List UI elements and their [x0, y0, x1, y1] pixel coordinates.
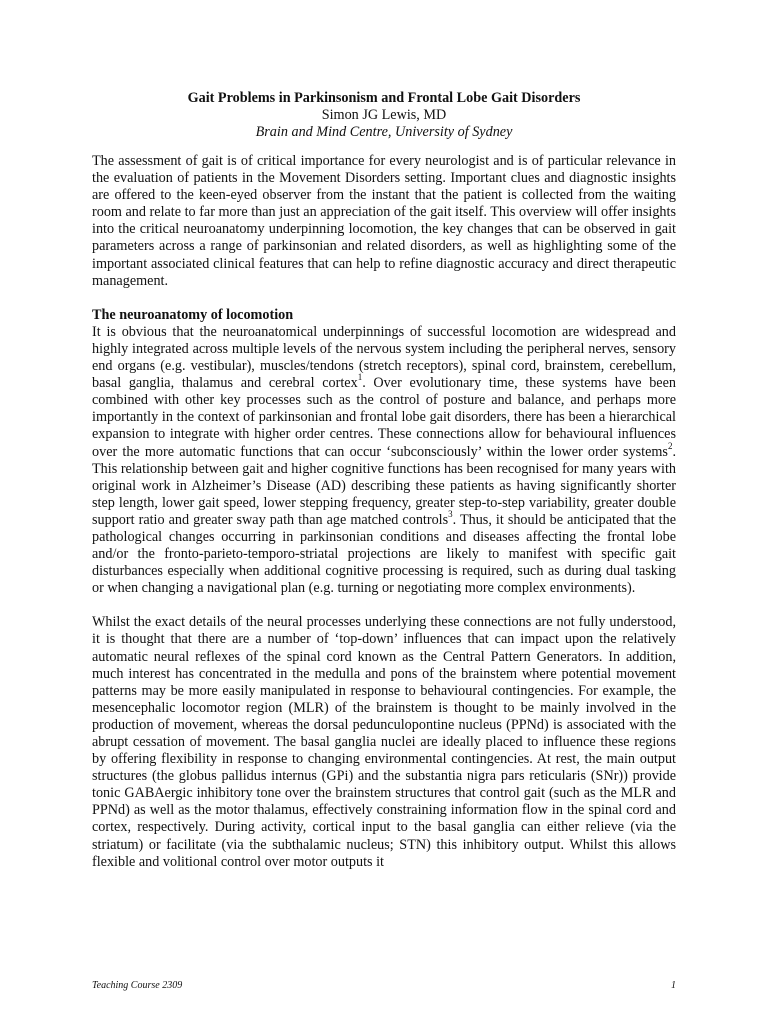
intro-paragraph: The assessment of gait is of critical importance for every neurologist and is of particular relevance in the evaluation of patients in the Movement Disorders setting. Important clues and diagnostic insights are offered to the keen-eyed observer from the instant that the patient is collected from the waiting room and relate to far more than just an appreciation of the gait itself. This overview will offer insights into the critical neuroanatomy underpinning locomotion, the key changes that can be observed in gait parameters across a range of parkinsonian and related disorders, as well as highlighting some of the important associated clinical features that can help to refine diagnostic accuracy and direct therapeutic management. — [92, 153, 676, 289]
author-name: Simon JG Lewis, MD — [321, 107, 447, 123]
document-title: Gait Problems in Parkinsonism and Frontal Lobe Gait Disorders — [187, 90, 581, 106]
paragraph-text: It is obvious that the neuroanatomical underpinnings of successful locomotion are widespread and highly integrated across multiple levels of the nervous system including the peripheral nerves, sensory end organs (e.g. vestibular), muscles/tendons (stretch receptors), spinal cord, brainstem, cerebellum, basal ganglia, thalamus and cerebral cortex — [92, 323, 676, 392]
paragraph-text: . This relationship between gait and higher cognitive functions has been recognised for many years with original work in Alzheimer’s Disease (AD) describing these patients as having significantly shorter step length, lower gait speed, lower stepping frequency, greater step-to-step variability, greater double support ratio and greater sway path than age matched controls — [92, 443, 676, 528]
citation-ref: 1 — [357, 372, 363, 383]
paragraph-text: . Thus, it should be anticipated that the pathological changes occurring in parkinsonian conditions and diseases affecting the frontal lobe and/or the fronto-parieto-temporo-striatal projections are likely to manifest with specific gait disturbances especially when additional cognitive processing is required, such as during dual tasking or when changing a navigational plan (e.g. turning or negotiating more complex environments). — [92, 511, 676, 597]
paragraph-spacer — [92, 597, 676, 614]
author-affiliation: Brain and Mind Centre, University of Sydney — [255, 124, 513, 140]
course-label: Teaching Course 2309 — [92, 980, 183, 991]
document-header — [92, 90, 676, 141]
document-body — [92, 153, 676, 871]
citation-ref: 3 — [448, 509, 453, 520]
citation-ref: 2 — [667, 440, 673, 451]
paragraph-spacer — [92, 290, 676, 307]
section-paragraph-1 — [92, 324, 676, 598]
paragraph-text: . Over evolutionary time, these systems have been combined with other key processes such as the control of posture and balance, and perhaps more importantly in the context of parkinsonian and frontal lobe gait disorders, there has been a hierarchical expansion to integrate with higher order centres. These connections allow for behavioural influences over the more automatic functions that can occur ‘subconsciously’ within the lower order systems — [92, 375, 676, 460]
page-number: 1 — [671, 980, 676, 991]
section-paragraph-2: Whilst the exact details of the neural processes underlying these connections are not fully understood, it is thought that there are a number of ‘top-down’ influences that can impact upon the relatively automatic neural reflexes of the spinal cord known as the Central Pattern Generators. In addition, much interest has concentrated in the medulla and pons of the brainstem where potential movement patterns may be more easily manipulated in response to behavioural contingencies. For example, the mesencephalic locomotor region (MLR) of the brainstem is thought to be mainly involved in the production of movement, whereas the dorsal pedunculopontine nucleus (PPNd) is associated with the abrupt cessation of movement. The basal ganglia nuclei are ideally placed to influence these regions by offering flexibility in response to changing environmental contingencies. At rest, the main output structures (the globus pallidus internus (GPi) and the substantia nigra pars reticularis (SNr)) provide tonic GABAergic inhibitory tone over the brainstem structures that control gait (such as the MLR and PPNd) as well as the motor thalamus, effectively constraining information flow in the spinal cord and cortex, respectively. During activity, cortical input to the basal ganglia can either relieve (via the striatum) or facilitate (via the subthalamic nucleus; STN) this inhibitory output. Whilst this allows flexible and volitional control over motor outputs it — [92, 614, 676, 870]
section-heading: The neuroanatomy of locomotion — [92, 306, 294, 323]
